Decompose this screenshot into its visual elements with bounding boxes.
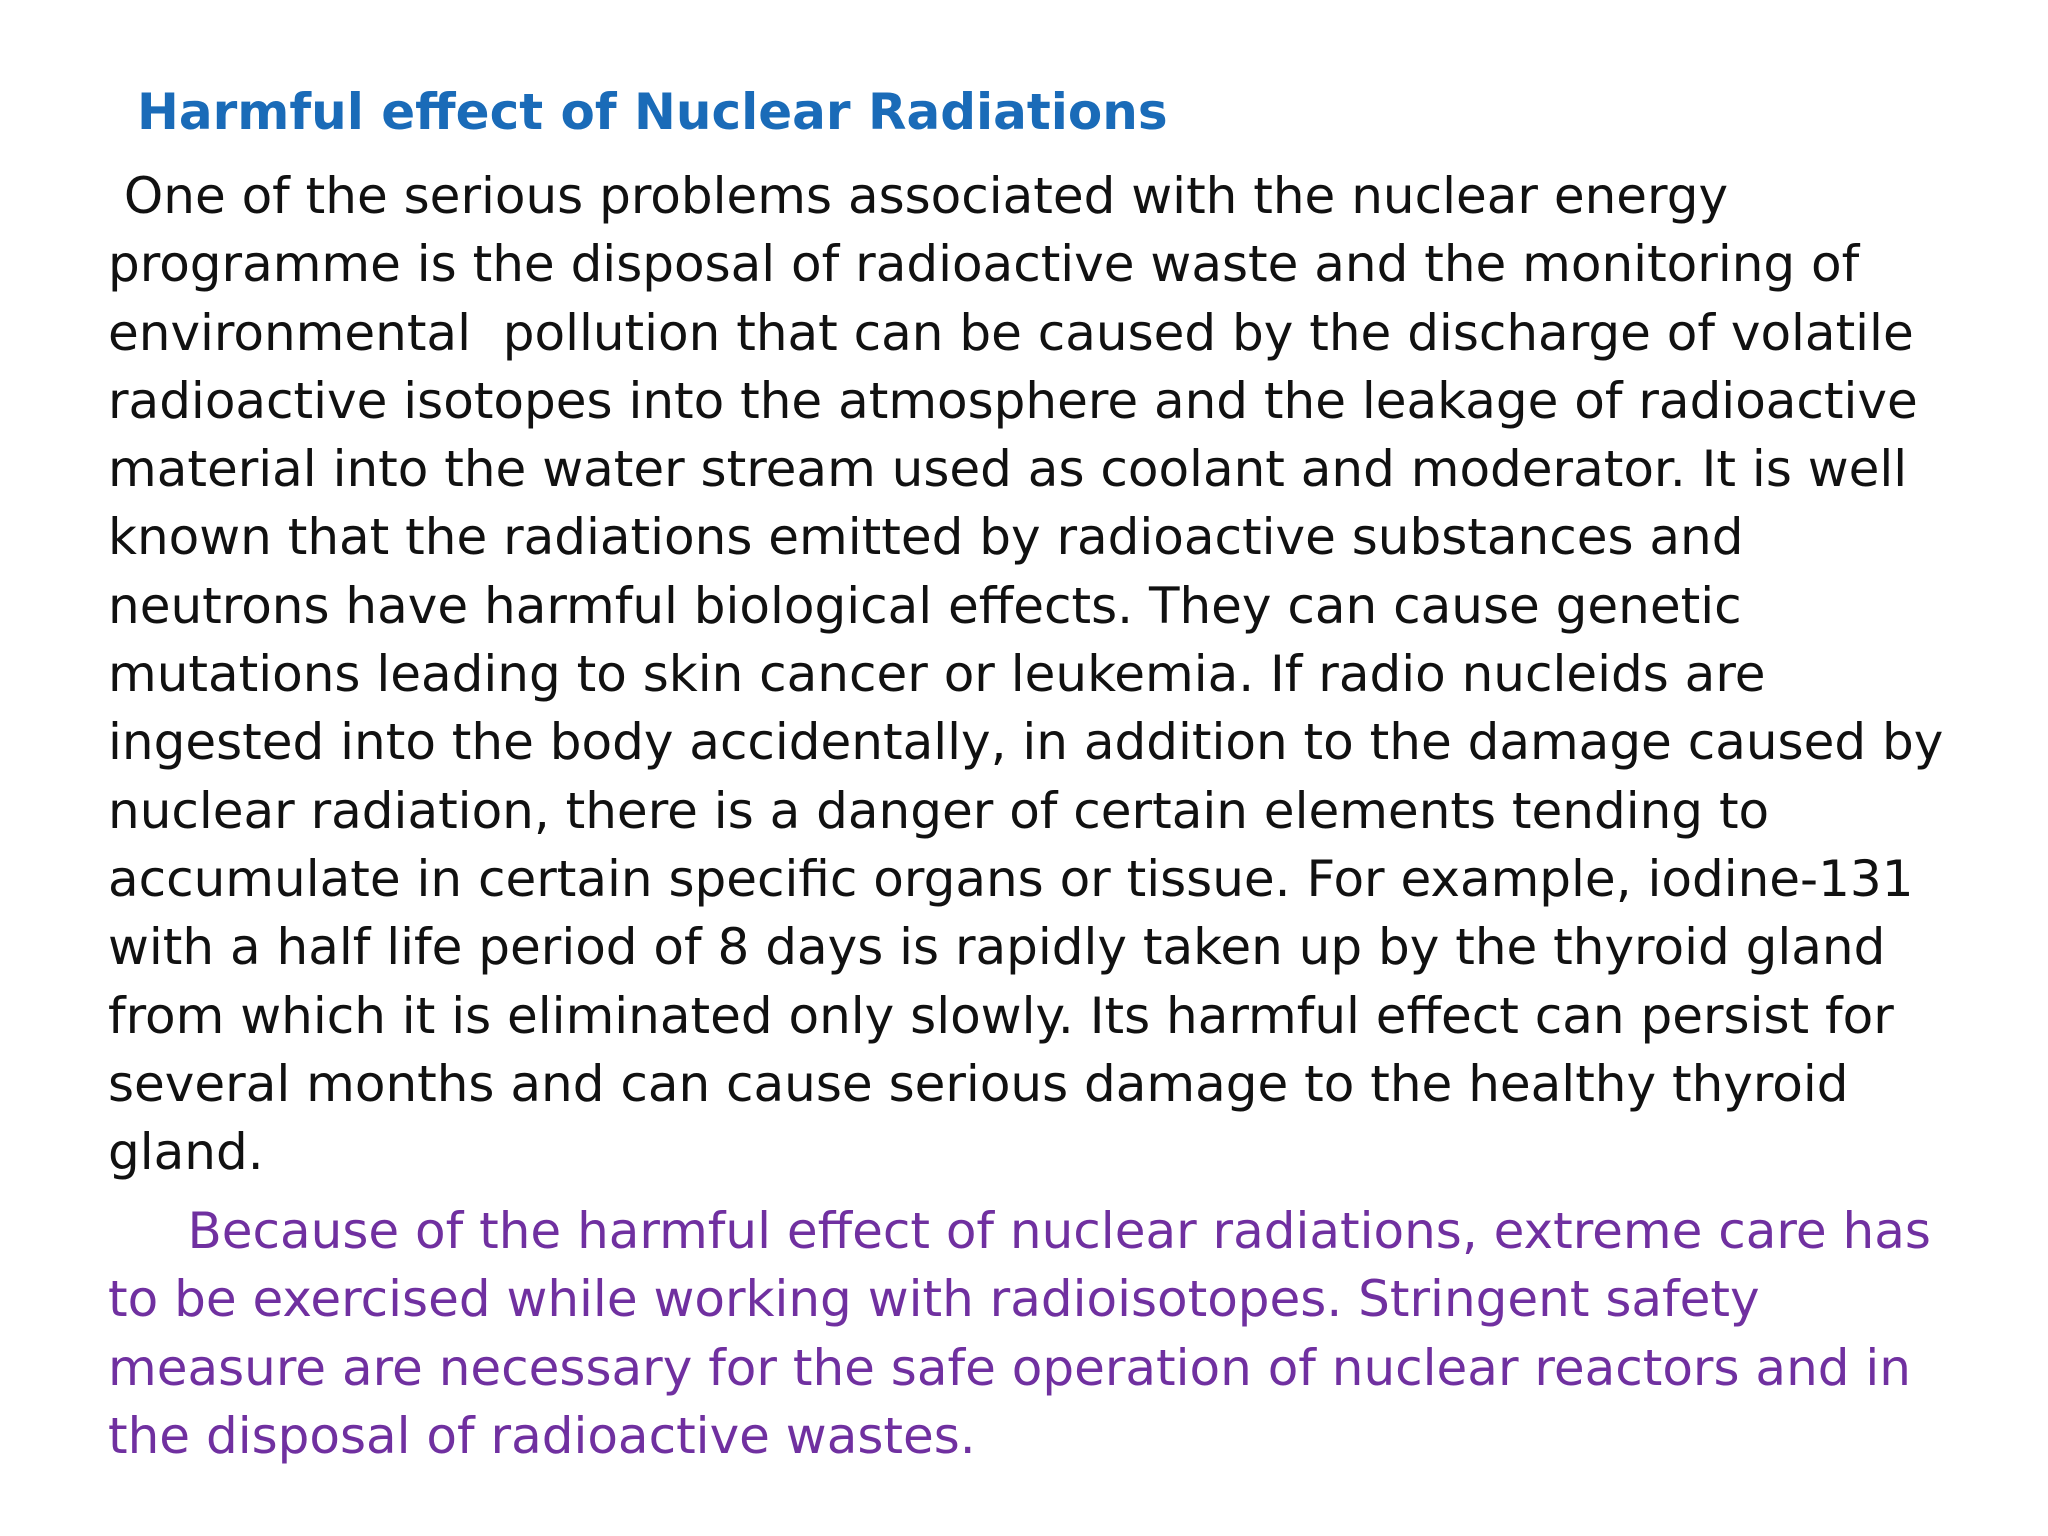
safety-line: the disposal of radioactive wastes. [108, 1406, 976, 1465]
safety-line: to be exercised while working with radioisotopes. Stringent safety [108, 1270, 1760, 1329]
body-line: nuclear radiation, there is a danger of certain elements tending to [108, 781, 1770, 840]
body-line: known that the radiations emitted by radioactive substances and [108, 508, 1744, 567]
body-line: several months and can cause serious damage to the healthy thyroid [108, 1054, 1849, 1113]
body-line: accumulate in certain specific organs or tissue. For example, iodine-131 [108, 849, 1914, 908]
body-line: environmental pollution that can be caused by the discharge of volatile [108, 303, 1914, 362]
safety-line: measure are necessary for the safe operation of nuclear reactors and in [108, 1338, 1911, 1397]
slide-title: Harmful effect of Nuclear Radiations [137, 83, 1168, 141]
safety-paragraph [108, 1197, 1988, 1470]
body-line: gland. [108, 1123, 264, 1182]
body-line: neutrons have harmful biological effects. They can cause genetic [108, 576, 1742, 635]
body-line: programme is the disposal of radioactive waste and the monitoring of [108, 235, 1860, 294]
safety-line: Because of the harmful effect of nuclear radiations, extreme care has [108, 1202, 1931, 1260]
body-line: mutations leading to skin cancer or leukemia. If radio nucleids are [108, 645, 1766, 704]
body-line: radioactive isotopes into the atmosphere and the leakage of radioactive [108, 371, 1918, 430]
body-paragraph [108, 162, 1988, 1186]
body-line: One of the serious problems associated with the nuclear energy [108, 167, 1729, 225]
body-line: with a half life period of 8 days is rapidly taken up by the thyroid gland [108, 918, 1886, 977]
body-line: ingested into the body accidentally, in addition to the damage caused by [108, 713, 1944, 772]
body-line: from which it is eliminated only slowly. Its harmful effect can persist for [108, 986, 1894, 1045]
body-line: material into the water stream used as coolant and moderator. It is well [108, 440, 1908, 499]
